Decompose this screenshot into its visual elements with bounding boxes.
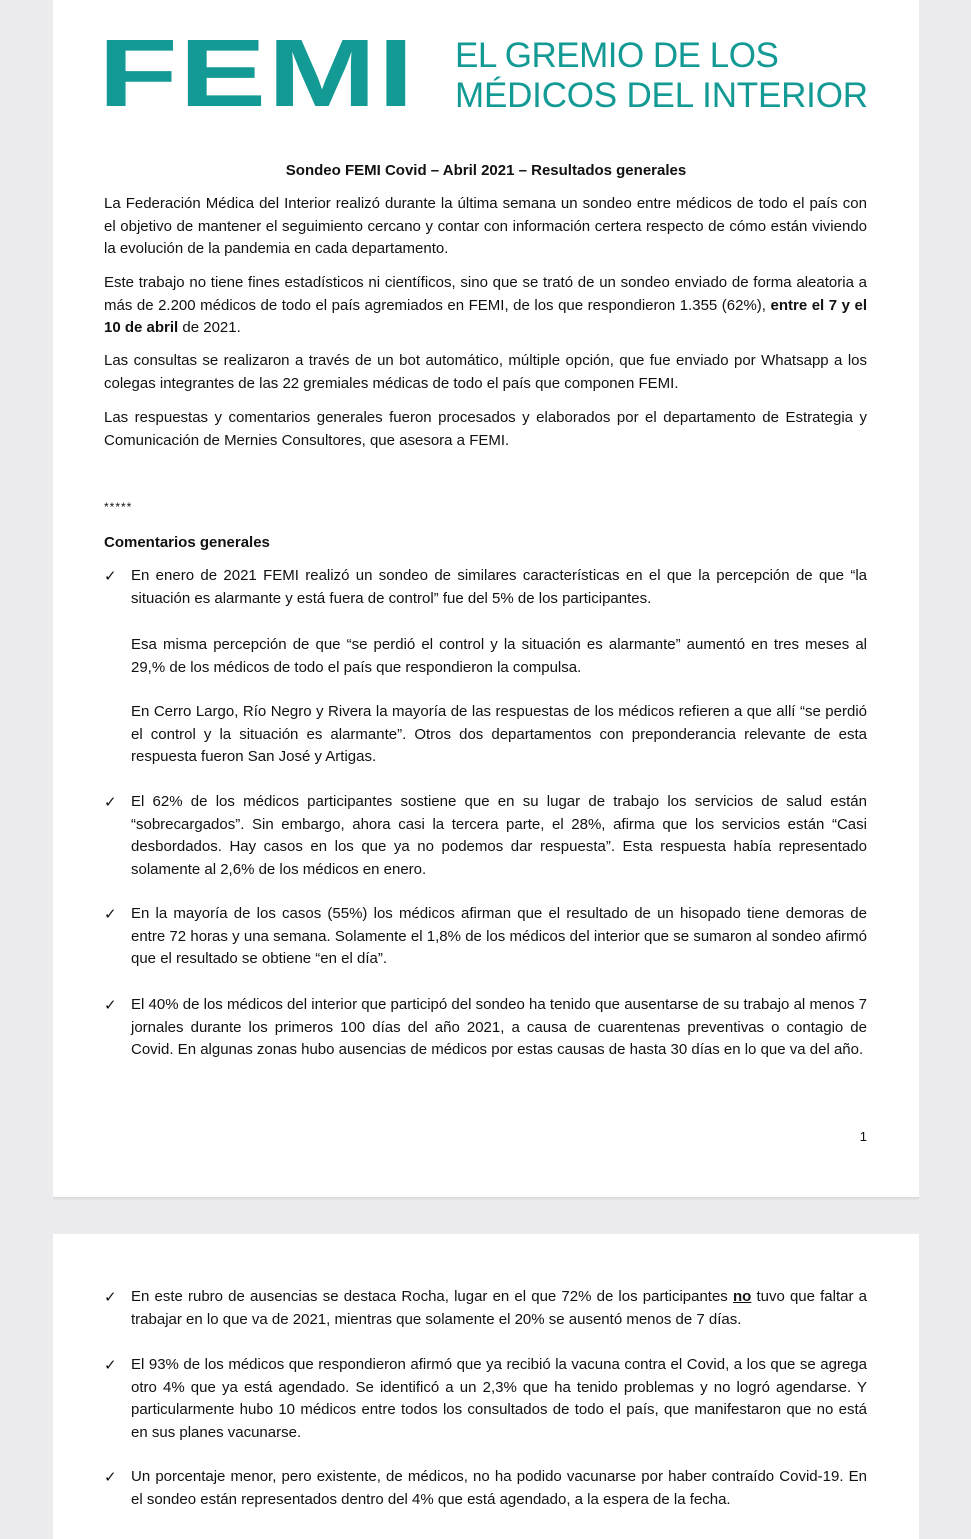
bullet-rocha-absences bbox=[131, 1286, 867, 1331]
bot-paragraph: Las consultas se realizaron a través de un bot automático, múltiple opción, que fue enviado por Whatsapp a los colegas integrantes de las 22 gremiales médicas de todo el país que componen FEMI. bbox=[104, 352, 867, 392]
logo-tagline-line1: EL GREMIO DE LOS bbox=[455, 36, 779, 75]
bullet-overloaded-services: El 62% de los médicos participantes sostiene que en su lugar de trabajo los servicios de salud están “sobrecargados”. Sin embargo, ahora casi la tercera parte, el 28%, afirma que los servicios están “Casi desbordados. Hay casos en los que ya no podemos dar respuesta”. Esta respuesta había representado solamente al 2,6% de los médicos en enero. bbox=[131, 793, 867, 879]
bullet-covid-contracted: Un porcentaje menor, pero existente, de médicos, no ha podido vacunarse por haber contraído Covid-19. En el sondeo están representados dentro del 4% que está agendado, a la espera de la fecha. bbox=[131, 1468, 867, 1508]
bullet-vaccination: El 93% de los médicos que respondieron afirmó que ya recibió la vacuna contra el Covid, a los que se agrega otro 4% que ya está agendado. Se identificó a un 2,3% que ha tenido problemas y no logró agendarse. Y particularmente hubo 10 médicos entre todos los consultados de todo el país, que manifestaron que no está en sus planes vacunarse. bbox=[131, 1356, 867, 1442]
page-number: 1 bbox=[859, 1129, 867, 1144]
check-icon: ✓ bbox=[104, 1289, 117, 1306]
check-icon: ✓ bbox=[104, 1357, 117, 1374]
intro-paragraph: La Federación Médica del Interior realizó durante la última semana un sondeo entre médicos de todo el país con el objetivo de mantener el seguimiento cercano y contar con información certera respecto de cómo están viviendo la evolución de la pandemia en cada departamento. bbox=[104, 195, 867, 258]
bullet-january-survey: En enero de 2021 FEMI realizó un sondeo de similares características en el que la percepción de que “la situación es alarmante y está fuera de control” fue del 5% de los participantes. bbox=[131, 567, 867, 607]
check-icon: ✓ bbox=[104, 997, 117, 1014]
bullet-perception-increase: Esa misma percepción de que “se perdió el control y la situación es alarmante” aumentó en tres meses al 29,% de los médicos de todo el país que respondieron la compulsa. bbox=[131, 636, 867, 676]
section-heading: Comentarios generales bbox=[104, 534, 270, 551]
page-break-shadow bbox=[53, 1197, 919, 1201]
rocha-text-start: En este rubro de ausencias se destaca Rocha, lugar en el que 72% de los participantes bbox=[131, 1288, 728, 1305]
document-page-2 bbox=[53, 1234, 919, 1539]
bullet-departments: En Cerro Largo, Río Negro y Rivera la mayoría de las respuestas de los médicos refieren a que allí “se perdió el control y la situación es alarmante”. Otros dos departamentos con preponderancia relevante de esta respuesta fueron San José y Artigas. bbox=[131, 703, 867, 766]
bullet-absences: El 40% de los médicos del interior que participó del sondeo ha tenido que ausentarse de su trabajo al menos 7 jornales durante los primeros 100 días del año 2021, a causa de cuarentenas preventivas o contagio de Covid. En algunas zonas hubo ausencias de médicos por estas causas de hasta 30 días en lo que va del año. bbox=[131, 996, 867, 1059]
survey-dates: entre el 7 y el 10 de abril bbox=[104, 296, 867, 337]
rocha-text-end: tuvo que faltar a trabajar en lo que va de 2021, mientras que solamente el 20% se ausentó menos de 7 días. bbox=[131, 1288, 867, 1328]
bullet-swab-delays: En la mayoría de los casos (55%) los médicos afirman que el resultado de un hisopado tiene demoras de entre 72 horas y una semana. Solamente el 1,8% de los médicos del interior que se sumaron al sondeo afirmó que el resultado se obtiene “en el día”. bbox=[131, 905, 867, 968]
check-icon: ✓ bbox=[104, 568, 117, 585]
document-title: Sondeo FEMI Covid – Abril 2021 – Resultados generales bbox=[285, 162, 687, 179]
check-icon: ✓ bbox=[104, 794, 117, 811]
logo-wordmark: FEMI bbox=[98, 20, 416, 127]
methodology-text: Este trabajo no tiene fines estadísticos ni científicos, sino que se trató de un sondeo enviado de forma aleatoria a más de 2.200 médicos de todo el país agremiados en FEMI, de los que respondieron 1.355 (62%), bbox=[104, 274, 867, 314]
check-icon: ✓ bbox=[104, 1469, 117, 1486]
logo-tagline-line2: MÉDICOS DEL INTERIOR bbox=[455, 76, 868, 115]
document-page-1 bbox=[53, 0, 919, 1197]
processing-paragraph: Las respuestas y comentarios generales fueron procesados y elaborados por el departamento de Estrategia y Comunicación de Mernies Consultores, que asesora a FEMI. bbox=[104, 409, 867, 449]
check-icon: ✓ bbox=[104, 906, 117, 923]
rocha-emphasis-no: no bbox=[732, 1288, 752, 1305]
section-separator: ***** bbox=[104, 500, 133, 514]
survey-year: de 2021. bbox=[182, 319, 241, 337]
methodology-paragraph bbox=[104, 272, 867, 340]
